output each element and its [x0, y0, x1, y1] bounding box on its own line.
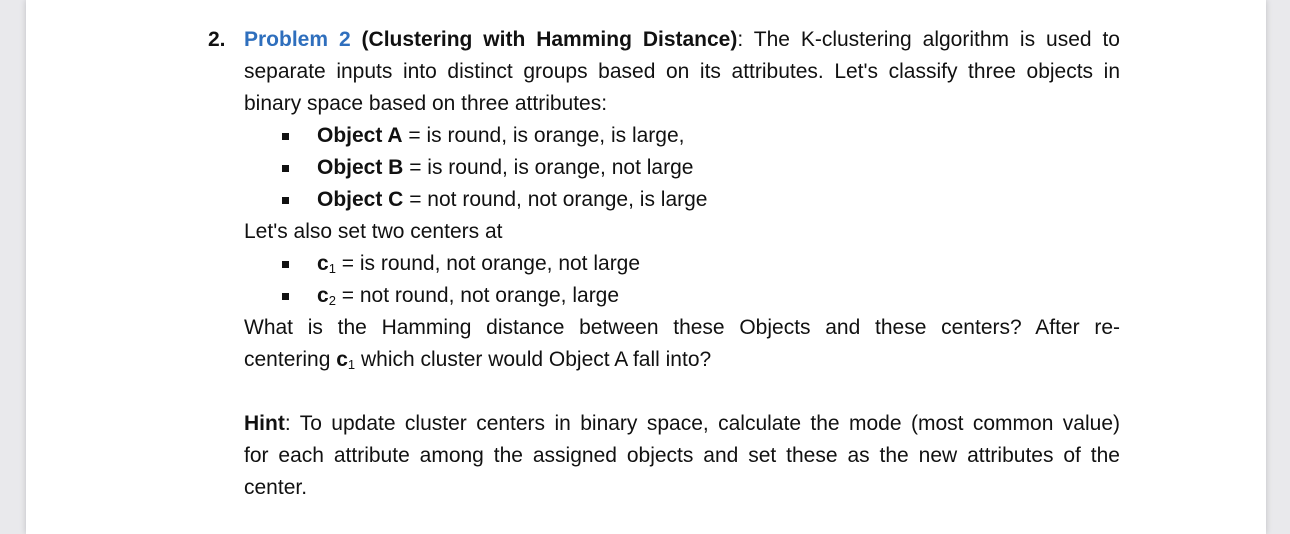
problem-intro-line-3: binary space based on three attributes:	[244, 92, 608, 115]
object-list-item	[244, 184, 1120, 216]
question-line-1: What is the Hamming distance between these Objects and these centers? After re-	[244, 316, 1120, 339]
object-description: = not round, not orange, is large	[403, 188, 708, 211]
object-description: = is round, is orange, not large	[403, 156, 694, 179]
question-symbol: c	[336, 348, 348, 371]
object-name: Object B	[317, 156, 404, 179]
center-index: 1	[328, 261, 336, 276]
center-symbol: c	[317, 284, 329, 307]
center-list-item	[244, 248, 1120, 280]
square-bullet-icon	[282, 165, 289, 172]
center-description: = is round, not orange, not large	[335, 252, 641, 275]
object-name: Object C	[317, 188, 404, 211]
hint-line-1	[244, 408, 1120, 440]
object-name: Object A	[317, 124, 403, 147]
centers-intro: Let's also set two centers at	[244, 220, 503, 243]
object-list-item	[244, 120, 1120, 152]
problem-intro: : The K-clustering algorithm is used to	[737, 28, 1120, 51]
square-bullet-icon	[282, 261, 289, 268]
problem-header-line	[208, 24, 1120, 56]
object-list-item	[244, 152, 1120, 184]
problem-content	[208, 24, 1120, 504]
hint-line-3: center.	[244, 476, 308, 499]
problem-subtitle: (Clustering with Hamming Distance)	[361, 28, 738, 51]
paragraph-gap	[244, 376, 1120, 408]
square-bullet-icon	[282, 133, 289, 140]
problem-title: Problem 2	[244, 28, 351, 51]
problem-intro-line-2: separate inputs into distinct groups based on its attributes. Let's classify three objects in	[244, 60, 1120, 83]
question-text: centering	[244, 348, 337, 371]
center-symbol: c	[317, 252, 329, 275]
center-index: 2	[328, 293, 336, 308]
document-page	[26, 0, 1266, 534]
square-bullet-icon	[282, 197, 289, 204]
hint-line-2: for each attribute among the assigned objects and set these as the new attributes of the	[244, 444, 1120, 467]
question-index: 1	[347, 357, 356, 372]
hint-label: Hint	[244, 412, 285, 435]
problem-number: 2.	[208, 28, 226, 51]
hint-text: : To update cluster centers in binary space, calculate the mode (most common value)	[284, 412, 1120, 435]
center-description: = not round, not orange, large	[335, 284, 620, 307]
object-description: = is round, is orange, is large,	[402, 124, 685, 147]
question-line-2	[244, 344, 1120, 376]
square-bullet-icon	[282, 293, 289, 300]
question-text-end: which cluster would Object A fall into?	[355, 348, 712, 371]
center-list-item	[244, 280, 1120, 312]
